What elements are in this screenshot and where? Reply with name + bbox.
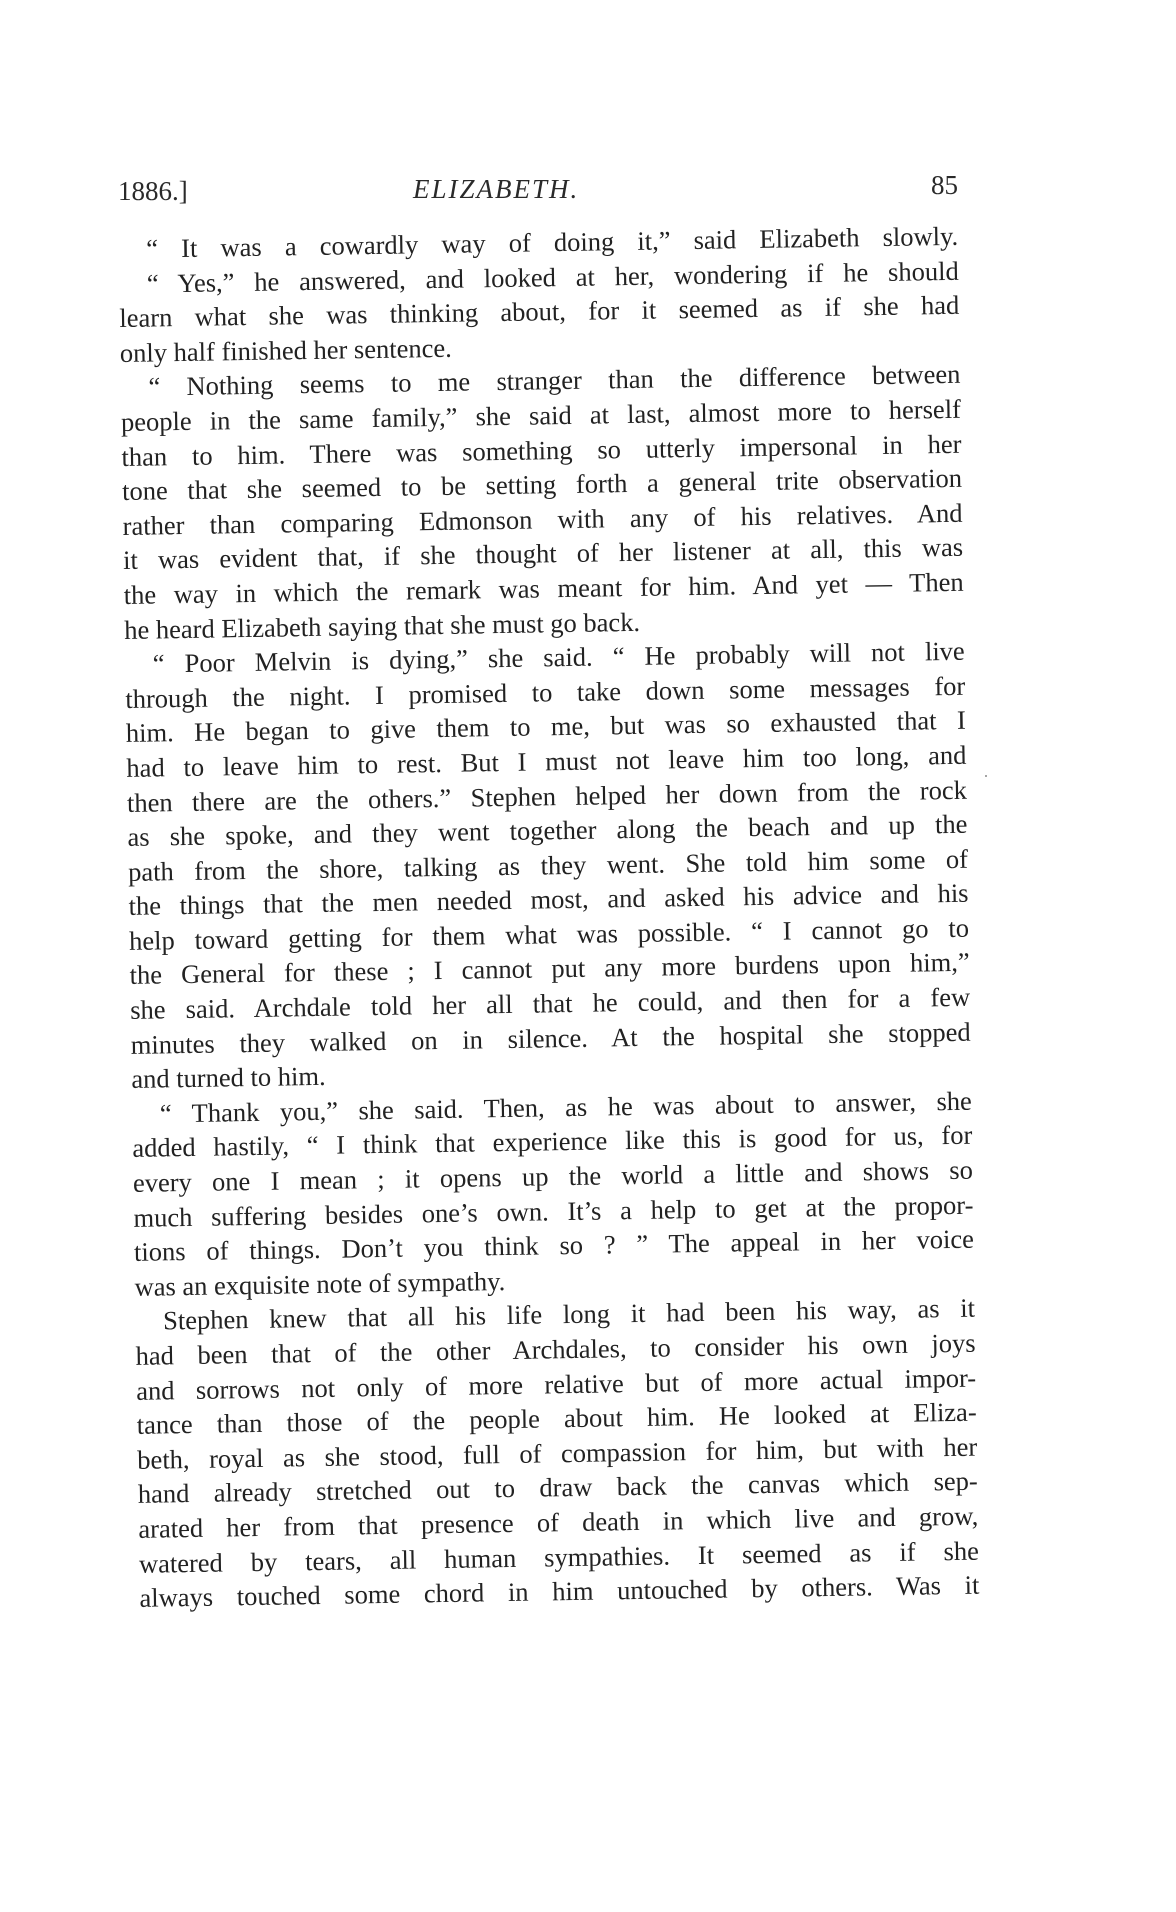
text-line: tions of things. Don’t you think so ? ” The appeal in her voice (133, 1223, 975, 1268)
text-line: the things that the men needed most, and asked his advice and his (128, 878, 969, 922)
text-line: he heard Elizabeth saying that she must go back. (124, 606, 641, 645)
text-line: as she spoke, and they went together along the beach and up the (127, 808, 968, 853)
page-number: 85 (931, 170, 958, 200)
text-line: was an exquisite note of sympathy. (134, 1265, 506, 1302)
body-text (118, 219, 980, 1616)
header-year: 1886.] (118, 176, 188, 206)
text-line: people in the same family,” she said at last, almost more to herself (120, 393, 962, 437)
text-line: “ Thank you,” she said. Then, as he was about to answer, she (159, 1085, 972, 1129)
text-line: beth, royal as she stood, full of compassion for him, but with her (137, 1431, 978, 1475)
text-line: she said. Archdale told her all that he could, and then for a few (129, 981, 971, 1025)
text-line: tone that she seemed to be setting forth a general trite observation (121, 462, 963, 507)
text-line: had to leave him to rest. But I must not leave him too long, and (126, 739, 967, 783)
text-line: and sorrows not only of more relative but of more actual impor- (135, 1362, 977, 1406)
text-line: “ It was a cowardly way of doing it,” said Elizabeth slowly. (146, 220, 959, 264)
text-line: Stephen knew that all his life long it had been his way, as it (162, 1293, 976, 1336)
text-line: rather than comparing Edmonson with any of his relatives. And (122, 497, 963, 541)
text-line: every one I mean ; it opens up the world a little and shows so (132, 1154, 974, 1198)
text-line: always touched some chord in him untouched by others. Was it (139, 1569, 980, 1613)
text-line: it was evident that, if she thought of her listener at all, this was (122, 532, 964, 576)
text-line: watered by tears, all human sympathies. It seemed as if she (138, 1535, 980, 1579)
text-line: him. He began to give them to me, but was so exhausted that I (125, 705, 967, 749)
text-line: than to him. There was something so utterly impersonal in her (121, 428, 962, 472)
text-line: then there are the others.” Stephen helped her down from the rock (126, 774, 968, 818)
text-line: learn what she was thinking about, for it seemed as if she had (119, 289, 960, 334)
running-header (118, 170, 958, 210)
text-line: had been that of the other Archdales, to consider his own joys (135, 1327, 976, 1371)
text-line: tance than those of the people about him. He looked at Eliza- (136, 1396, 977, 1441)
text-line: the General for these ; I cannot put any more burdens upon him,” (129, 947, 970, 991)
text-line: much suffering besides one’s own. It’s a help to get at the propor- (133, 1189, 974, 1233)
header-title: ELIZABETH. (413, 174, 580, 204)
text-line: minutes they walked on in silence. At the hospital she stopped (130, 1016, 971, 1060)
text-line: help toward getting for them what was possible. “ I cannot go to (128, 912, 970, 956)
text-line: “ Nothing seems to me stranger than the difference between (148, 359, 961, 402)
text-line: and turned to him. (131, 1061, 326, 1095)
text-line: path from the shore, talking as they went. She told him some of (127, 843, 969, 887)
text-line: hand already stretched out to draw back the canvas which sep- (137, 1466, 978, 1510)
text-line: added hastily, “ I think that experience like this is good for us, for (132, 1120, 973, 1164)
text-line: the way in which the remark was meant for him. And yet — Then (123, 566, 964, 610)
text-line: through the night. I promised to take down some messages for (125, 670, 966, 714)
text-line: “ Poor Melvin is dying,” she said. “ He probably will not live (152, 635, 965, 679)
text-line: arated her from that presence of death in which live and grow, (138, 1500, 979, 1544)
text-line: “ Yes,” he answered, and looked at her, wondering if he should (146, 255, 959, 299)
text-line: only half finished her sentence. (119, 332, 452, 368)
paper-speck (985, 775, 987, 777)
